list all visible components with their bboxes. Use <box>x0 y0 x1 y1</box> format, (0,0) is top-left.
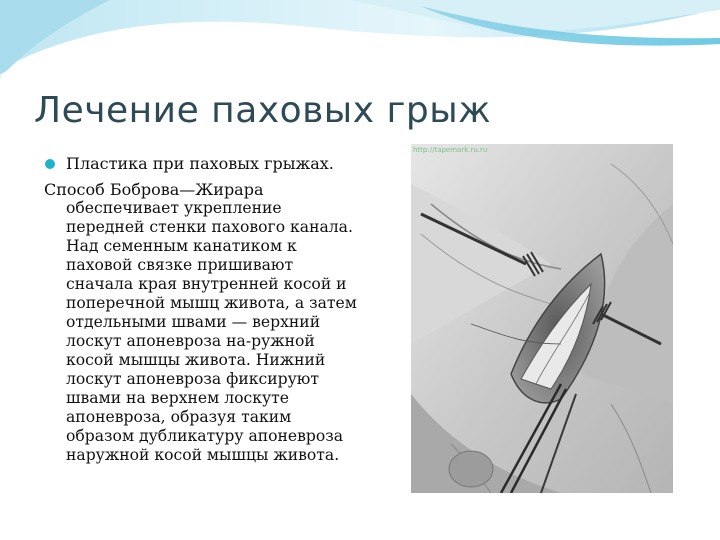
slide-body <box>44 154 404 465</box>
paragraph-line: Над семенным канатиком к <box>66 237 297 255</box>
paragraph-line: отдельными швами — верхний <box>66 313 321 331</box>
header-wave-decoration <box>0 0 720 90</box>
bullet-item <box>44 154 404 173</box>
paragraph-line: швами на верхнем лоскуте <box>66 389 289 407</box>
surgical-illustration-drawing <box>411 144 673 493</box>
slide-title: Лечение паховых грыж <box>34 90 492 131</box>
paragraph-first-line: Способ Боброва—Жирара <box>44 180 264 199</box>
paragraph-line: образом дубликатуру апоневроза <box>66 427 344 445</box>
paragraph-line: лоскут апоневроза на-ружной <box>66 332 315 350</box>
paragraph-line: апоневроза, образуя таким <box>66 408 292 426</box>
surgical-illustration <box>411 144 673 493</box>
paragraph-line: передней стенки пахового канала. <box>66 218 353 236</box>
paragraph-line: сначала края внутренней косой и <box>66 275 347 293</box>
paragraph-line: наружной косой мышцы живота. <box>66 446 340 464</box>
bullet-icon <box>45 159 55 169</box>
paragraph-line: лоскут апоневроза фиксируют <box>66 370 319 388</box>
paragraph-line: обеспечивает укрепление <box>66 199 282 217</box>
paragraph-line: косой мышцы живота. Нижний <box>66 351 326 369</box>
paragraph-line: паховой связке пришивают <box>66 256 294 274</box>
figure-caption: http://tapemark.ru.ru <box>413 146 488 154</box>
bullet-text: Пластика при паховых грыжах. <box>66 154 334 173</box>
description-paragraph <box>44 180 404 465</box>
paragraph-line: поперечной мышц живота, а затем <box>66 294 357 312</box>
